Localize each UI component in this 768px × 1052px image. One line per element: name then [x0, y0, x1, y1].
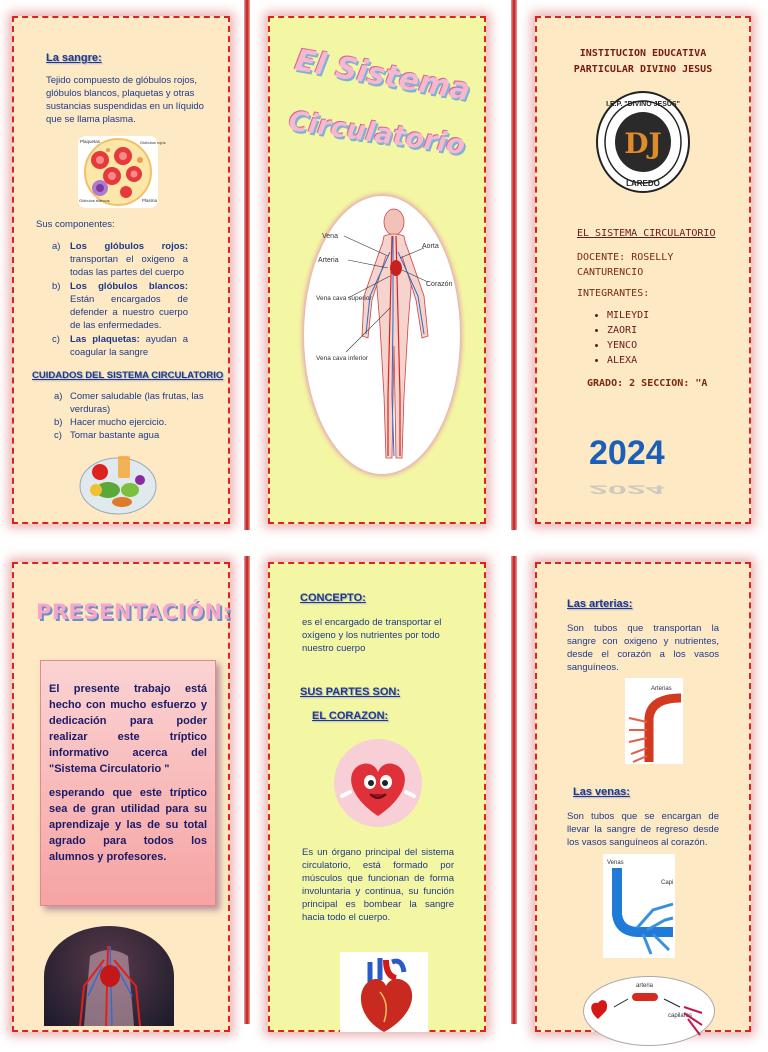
label-plasma: Plasma: [142, 198, 158, 203]
care-item: [54, 390, 204, 416]
component-marker: a): [52, 241, 61, 252]
component-desc: ayudan a coagular la sangre: [70, 334, 188, 358]
torso-vessels-image: [44, 926, 174, 1026]
component-marker: b): [52, 281, 61, 292]
anatomical-heart-image: [340, 952, 428, 1032]
arteries-img-label: Arterias: [651, 686, 672, 692]
logo-initials: DJ: [624, 127, 662, 160]
label-plaquetas: Plaquetas: [80, 139, 101, 144]
cartoon-heart-image: [328, 738, 428, 828]
presentacion-title: PRESENTACIÓN:: [36, 600, 232, 624]
members-list: [607, 308, 649, 368]
subject-title: EL SISTEMA CIRCULATORIO: [577, 228, 716, 239]
teacher-name: ROSELLY CANTURENCIO: [577, 252, 674, 278]
member-item: • ALEXA: [607, 353, 649, 368]
care-title: CUIDADOS DEL SISTEMA CIRCULATORIO: [32, 370, 224, 381]
label-arteria: Arteria: [318, 257, 339, 264]
care-text: Tomar bastante agua: [70, 430, 160, 441]
veins-text: Son tubos que se encargan de llevar la sangre de regreso desde los vasos sanguíneos al corazón.: [567, 811, 719, 848]
cover-title-line2: Circulatorio: [286, 105, 467, 162]
presentacion-box: [40, 660, 216, 906]
concept-text: es el encargado de transportar el oxígeno y los nutrientes por todo nuestro cuerpo: [302, 617, 442, 654]
veins-img-label-1: Venas: [607, 860, 624, 866]
grade-section: GRADO: 2 SECCION: "A: [587, 378, 708, 389]
diagram-label-arteria: arteria: [636, 983, 654, 989]
arteries-text: Son tubos que transportan la sangre con oxigeno y nutrientes, desde el corazón a los vasos sanguíneos.: [567, 623, 719, 673]
logo-top-text: I.E.P. "DIVINO JESÚS": [606, 101, 680, 108]
school-name-line2: PARTICULAR DIVINO JESUS: [573, 64, 713, 75]
year: 2024: [589, 434, 665, 472]
year-reflection: 2024: [589, 482, 665, 496]
concept-title: CONCEPTO:: [300, 592, 366, 604]
veins-img-label-2: Capi: [661, 880, 674, 886]
veins-image: [603, 854, 675, 958]
panel-presentacion: [12, 562, 230, 1032]
component-desc: Están encargados de defender a nuestro cuerpo de las enfermedades.: [70, 294, 188, 331]
la-sangre-title: La sangre:: [46, 52, 102, 64]
component-item: [52, 280, 188, 332]
components-list: [52, 240, 188, 359]
school-logo: [595, 90, 691, 194]
component-term: Las plaquetas:: [70, 334, 140, 345]
component-term: Los glóbulos rojos:: [70, 241, 188, 252]
arteries-title: Las arterias:: [567, 598, 633, 610]
component-term: Los glóbulos blancos:: [70, 281, 188, 292]
circulation-diagram-image: [583, 976, 715, 1046]
components-label: Sus componentes:: [36, 219, 115, 230]
members-label: INTEGRANTES:: [577, 288, 650, 299]
presentacion-para2: esperando que este tríptico sea de gran utilidad para su aprendizaje y las de su total agrado para todos los alumnos y profesores.: [49, 787, 207, 863]
label-globulos-rojos: Glóbulos rojos: [140, 140, 166, 145]
fold-divider-left: [244, 0, 250, 1024]
care-marker: c): [54, 430, 62, 441]
label-vena-cava-inferior: Vena cava inferior: [316, 355, 369, 362]
care-marker: b): [54, 417, 63, 428]
panel-concepto: [268, 562, 486, 1032]
member-item: • MILEYDI: [607, 308, 649, 323]
care-marker: a): [54, 391, 63, 402]
panel-cover: [268, 16, 486, 524]
component-desc: transportan el oxigeno a todas las partes del cuerpo: [70, 254, 188, 278]
page-separator: [0, 530, 768, 556]
blood-cells-image: [78, 136, 166, 208]
arteries-image: [625, 678, 683, 764]
panel-school-info: [535, 16, 751, 524]
heart-text: Es un órgano principal del sistema circulatorio, está formado por músculos que funcionan de forma involuntaria y continua, su función principal es bombear la sangre hacia todo el cuerpo.: [302, 847, 454, 923]
parts-title: SUS PARTES SON:: [300, 686, 401, 698]
school-name-line1: INSTITUCION EDUCATIVA: [579, 48, 707, 59]
label-globulos-blancos: Glóbulos blancos: [79, 198, 110, 203]
label-vena-cava-superior: Vena cava superior: [316, 295, 372, 302]
label-vena: Vena: [322, 233, 338, 240]
heart-title: EL CORAZON:: [312, 710, 389, 722]
cover-title-line1: El Sistema: [292, 42, 473, 109]
member-item: • YENCO: [607, 338, 649, 353]
panel-la-sangre: [12, 16, 230, 524]
care-list: [54, 390, 204, 442]
healthy-food-image: [78, 446, 158, 516]
fold-divider-right: [511, 0, 517, 1024]
label-aorta: Aorta: [422, 243, 439, 250]
care-text: Comer saludable (las frutas, las verduras): [70, 391, 204, 415]
care-item: [54, 429, 204, 442]
teacher-block: [577, 250, 727, 280]
circulatory-body-image: [304, 196, 460, 474]
member-item: • ZAORI: [607, 323, 649, 338]
care-item: [54, 416, 204, 429]
care-text: Hacer mucho ejercicio.: [70, 417, 167, 428]
veins-title: Las venas:: [573, 786, 630, 798]
label-corazon: Corazón: [426, 281, 453, 288]
component-marker: c): [52, 334, 60, 345]
teacher-label: DOCENTE:: [577, 252, 626, 263]
component-item: [52, 240, 188, 279]
logo-bottom-text: LAREDO: [626, 179, 660, 188]
panel-arterias-venas: [535, 562, 751, 1032]
diagram-label-capilares: capilares: [668, 1013, 693, 1019]
la-sangre-intro: Tejido compuesto de glóbulos rojos, glóbulos blancos, plaquetas y otras sustancias suspendidas en un líquido que se llama plasma.: [46, 75, 204, 125]
component-item: [52, 333, 188, 359]
presentacion-para1: El presente trabajo está hecho con mucho esfuerzo y dedicación para poder realizar este tríptico informativo acerca del "Sistema Circulatorio ": [49, 683, 207, 775]
